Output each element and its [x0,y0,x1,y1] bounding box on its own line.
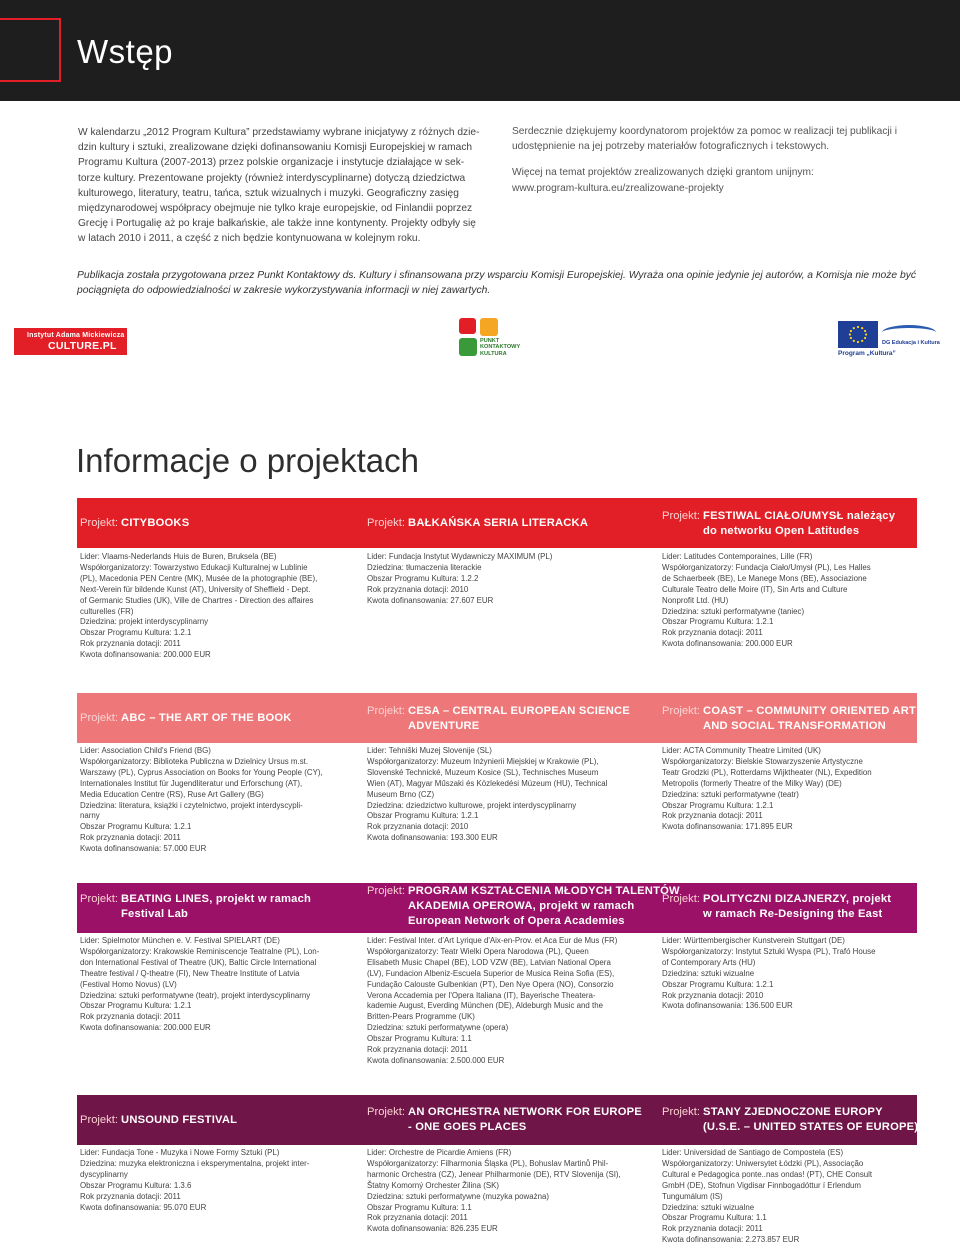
detail-line: Theatre festival / Q-theatre (FI), New Theatre Institute of Latvia [80,968,300,978]
detail-line: Teatr Grodzki (PL), Rotterdams Wijktheater (NL), Expedition [662,767,872,777]
pk-mark-green [459,338,477,356]
project-prefix: Projekt: [367,705,409,717]
detail-line: Dziedzina: sztuki performatywne (teatr), projekt interdyscyplinarny [80,990,311,1000]
intro-left-column [78,125,484,247]
detail-line: Lider: ACTA Community Theatre Limited (UK) [662,746,821,755]
detail-line: Współorganizatorzy: Bielskie Stowarzyszenie Artystyczne [662,756,863,766]
project-name-cont: AKADEMIA OPEROWA, projekt w ramach [408,900,635,912]
detail-line: Dziedzina: dziedzictwo kulturowe, projekt interdyscyplinarny [367,800,577,810]
detail-line: Obszar Programu Kultura: 1.1 [367,1202,472,1212]
project-name-cont: do networku Open Latitudes [703,525,860,537]
project-prefix: Projekt: [662,705,704,717]
detail-line: Kwota dofinansowania: 136.500 EUR [662,1001,793,1011]
detail-line: Dziedzina: sztuki performatywne (muzyka poważna) [367,1191,549,1201]
detail-line: de Schaerbeek (BE), Le Manege Mons (BE), Associazione [662,573,867,583]
project-name: CESA – CENTRAL EUROPEAN SCIENCE [408,705,630,717]
detail-line: Fundação Calouste Gulbenkian (PT), Den Nye Opera (NO), Consorzio [367,979,614,989]
project-name: POLITYCZNI DIZAJNERZY, projekt [703,893,892,905]
detail-line: Kwota dofinansowania: 200.000 EUR [80,650,211,660]
detail-line: (PL), Macedonia PEN Centre (MK), Musée de la photographie (BE), [80,573,318,583]
detail-line: Rok przyznania dotacji: 2011 [662,628,763,638]
detail-line: Rok przyznania dotacji: 2010 [662,990,764,1000]
pk-mark-red [459,318,476,334]
detail-line: Metropolis (formerly Theatre of the Milky Way) (DE) [662,778,842,788]
punkt-kontaktowy-logo [459,318,539,360]
detail-line: Rok przyznania dotacji: 2011 [80,1191,181,1201]
detail-line: Obszar Programu Kultura: 1.2.1 [80,822,192,832]
project-name-cont: Festival Lab [121,908,189,920]
detail-line: Kwota dofinansowania: 826.235 EUR [367,1224,498,1234]
pk-line: KONTAKTOWY [480,344,521,351]
detail-line: Rok przyznania dotacji: 2010 [367,584,469,594]
project-name: BAŁKAŃSKA SERIA LITERACKA [408,517,589,529]
detail-line: Slovenské Technické, Muzeum Kosice (SL), Technisches Museum [367,767,599,777]
detail-line: Rok przyznania dotacji: 2011 [367,1045,468,1055]
detail-line: Kwota dofinansowania: 27.607 EUR [367,595,494,605]
project-name: COAST – COMMUNITY ORIENTED ART [703,705,917,717]
detail-line: Lider: Fundacja Tone - Muzyka i Nowe Formy Sztuki (PL) [80,1148,280,1157]
detail-line: Lider: Festival Inter. d'Art Lyrique d'Aix-en-Prov. et Aca Eur de Mus (FR) [367,936,618,945]
program-kultura-label: Program „Kultura” [838,350,896,357]
detail-line: kademie August, Everding München (DE), Aldeburgh Music and the [367,1001,603,1011]
dg-logo-text: DG Edukacja i Kultura [882,340,940,346]
detail-line: Lider: Orchestre de Picardie Amiens (FR) [367,1148,512,1157]
instytut-adama-mickiewicza-logo [14,328,127,355]
detail-line: Tungumálum (IS) [662,1191,723,1201]
project-prefix: Projekt: [662,893,704,905]
detail-line: Dziedzina: projekt interdyscyplinarny [80,617,209,627]
detail-line: Dziedzina: literatura, książki i czytelnictwo, projekt interdyscypli- [80,800,303,810]
intro-line: Programu Kultura (2007-2013) przez polskie organizacje i instytucje działające w sek- [78,157,465,169]
detail-line: Nonprofit Ltd. (HU) [662,595,729,605]
detail-line: Obszar Programu Kultura: 1.2.1 [367,811,479,821]
detail-line: Elisabeth Music Chapel (BE), LOD VZW (BE), Latvian National Opera [367,957,611,967]
detail-line: Kwota dofinansowania: 171.895 EUR [662,822,793,832]
detail-line: Dziedzina: sztuki performatywne (taniec) [662,606,805,616]
intro-line: torze kultury. Prezentowane projekty (również interdyscyplinarne) dotyczą dziedzictwa [78,172,466,184]
detail-line: Dziedzina: muzyka elektroniczna i eksperymentalna, projekt inter- [80,1158,310,1168]
detail-line: Rok przyznania dotacji: 2011 [662,1224,763,1234]
detail-line: Lider: Tehniški Muzej Slovenije (SL) [367,746,492,755]
detail-line: Lider: Vlaams-Nederlands Huis de Buren, Bruksela (BE) [80,552,277,561]
project-details [80,1148,342,1213]
project-heading [80,1113,237,1128]
detail-line: Obszar Programu Kultura: 1.2.1 [80,1001,192,1011]
detail-line: Kwota dofinansowania: 2.273.857 EUR [662,1235,800,1245]
pk-mark-orange [480,318,498,336]
intro-line: W kalendarzu „2012 Program Kultura” przedstawiamy wybrane inicjatywy z różnych dzie- [78,127,480,138]
project-heading [80,892,311,922]
project-prefix: Projekt: [80,1114,122,1126]
detail-line: Cultural e Pedagogica ponte..nas ondas! (PT), CHE Consult [662,1169,873,1179]
project-name-cont: - ONE GOES PLACES [408,1121,527,1133]
detail-line: Britten-Pears Programme (UK) [367,1012,475,1022]
project-name: BEATING LINES, projekt w ramach [121,893,312,905]
detail-line: Obszar Programu Kultura: 1.1 [367,1034,472,1044]
pk-logo-text [480,338,540,357]
detail-line: Dziedzina: sztuki performatywne (opera) [367,1023,509,1033]
detail-line: Rok przyznania dotacji: 2011 [80,833,181,843]
culture-pl-wordmark: CULTURE.PL [48,340,117,352]
project-name: FESTIWAL CIAŁO/UMYSŁ należący [703,510,896,522]
detail-line: Lider: Fundacja Instytut Wydawniczy MAXIMUM (PL) [367,552,553,561]
project-details [80,936,342,1034]
detail-line: Obszar Programu Kultura: 1.2.1 [662,979,774,989]
detail-line: Obszar Programu Kultura: 1.2.2 [367,573,479,583]
project-prefix: Projekt: [367,517,409,529]
detail-line: Lider: Spielmotor München e. V. Festival SPIELART (DE) [80,936,280,945]
project-heading [367,704,630,734]
project-name-cont: w ramach Re-Designing the East [703,908,883,920]
detail-line: Współorganizatorzy: Uniwersytet Łódzki (PL), Associação [662,1158,864,1168]
detail-line: Rok przyznania dotacji: 2011 [662,811,763,821]
project-name: UNSOUND FESTIVAL [121,1114,238,1126]
project-details [662,936,924,1012]
intro-line: kulturowego, literatury, teatru, tańca, sztuk wizualnych i muzyki. Geograficzny zasięg [78,187,459,199]
more-info-text: Więcej na temat projektów zrealizowanych dzięki grantom unijnym: [512,167,814,179]
detail-line: of Contemporary Arts (HU) [662,957,756,967]
detail-line: Obszar Programu Kultura: 1.1 [662,1213,767,1223]
disclaimer: Publikacja została przygotowana przez Punkt Kontaktowy ds. Kultury i sfinansowana przy wsparciu Komisji Europejskiej. Wyraża ona opinie jedynie jej autorów, a Komisja nie może być pociągnięta do odpowiedzialności w zakresie wykorzystywania informacji w niej zawartych. [77,270,917,296]
project-heading [662,704,916,734]
detail-line: Lider: Universidad de Santiago de Compostela (ES) [662,1148,844,1157]
detail-line: Warszawy (PL), Cyprus Association on Books for Young People (CY), [80,767,323,777]
intro-right-column [512,124,922,207]
detail-line: Dziedzina: tłumaczenia literackie [367,562,482,572]
project-prefix: Projekt: [80,712,122,724]
project-heading [80,711,292,726]
detail-line: Kwota dofinansowania: 200.000 EUR [662,639,793,649]
detail-line: Štatny Komorný Orchester Žilina (SK) [367,1180,499,1190]
project-heading [662,892,891,922]
detail-line: Next-Verein für bildende Kunst (AT), University of Sheffield - Dept. [80,584,311,594]
project-name: AN ORCHESTRA NETWORK FOR EUROPE [408,1106,642,1118]
detail-line: Współorganizatorzy: Muzeum Inżynierii Miejskiej w Krakowie (PL), [367,756,599,766]
project-name: CITYBOOKS [121,517,190,529]
thanks-paragraph: Serdecznie dziękujemy koordynatorom projektów za pomoc w realizacji tej publikacji i udostępnienie na jej potrzeby materiałów fotograficznych i tekstowych. [512,126,898,153]
detail-line: culturelles (FR) [80,606,134,616]
detail-line: Museum Brno (CZ) [367,789,435,799]
intro-line: w latach 2010 i 2011, a część z nich będzie kontynuowana w kolejnym roku. [78,233,421,245]
detail-line: Lider: Association Child's Friend (BG) [80,746,211,755]
page-title: Wstęp [77,33,174,70]
project-details [367,1148,629,1235]
project-details [367,552,629,607]
detail-line: Współorganizatorzy: Fundacja Ciało/Umysł (PL), Les Halles [662,562,871,572]
project-heading [367,884,680,929]
detail-line: Kwota dofinansowania: 57.000 EUR [80,844,207,854]
detail-line: Dziedzina: sztuki wizualne [662,968,755,978]
detail-line: Współorganizatorzy: Biblioteka Publiczna w Dzielnicy Ursus m.st. [80,756,309,766]
detail-line: dyscyplinarny [80,1169,128,1179]
project-details [80,746,342,855]
detail-line: GmbH (DE), Stofnun Vigdisar Finnbogadóttur í Erlendum [662,1180,861,1190]
detail-line: Culturale Teatro delle Moire (IT), Sin Arts and Culture [662,584,848,594]
project-name-cont: ADVENTURE [408,720,480,732]
detail-line: Obszar Programu Kultura: 1.2.1 [662,800,774,810]
detail-line: Lider: Württembergischer Kunstverein Stuttgart (DE) [662,936,845,945]
project-heading [662,509,895,539]
project-details [662,746,924,833]
project-heading [662,1105,918,1135]
project-prefix: Projekt: [80,517,122,529]
project-prefix: Projekt: [662,510,704,522]
project-details [80,552,342,661]
project-name-cont: European Network of Opera Academies [408,915,625,927]
pk-line: KULTURA [480,350,507,357]
pk-line: PUNKT [480,338,500,344]
project-heading [367,516,588,531]
detail-line: harmonic Orchestra (CZ), Jenear Philharmonie (DE), RTV Slovenija (SI), [367,1169,621,1179]
detail-line: Współorganizatorzy: Krakowskie Reminiscencje Teatralne (PL), Lon- [80,946,320,956]
detail-line: Internationales Institut für Jugendliteratur und Erforschung (AT), [80,778,303,788]
more-info-link[interactable]: www.program-kultura.eu/zrealizowane-projekty [512,182,724,194]
project-details [662,1148,924,1246]
detail-line: Rok przyznania dotacji: 2010 [367,822,469,832]
detail-line: Współorganizatorzy: Teatr Wielki Opera Narodowa (PL), Queen [367,946,589,956]
detail-line: Współorganizatorzy: Instytut Sztuki Wyspa (PL), Trafó House [662,946,876,956]
detail-line: Współorganizatorzy: Filharmonia Śląska (PL), Bohuslav Martinů Phil- [367,1158,609,1168]
detail-line: narny [80,811,100,821]
detail-line: don International Festival of Theatre (UK), Baltic Circle International [80,957,317,967]
intro-line: dzin kultury i sztuki, zrealizowane dzięki dofinansowaniu Komisji Europejskiej w ramach [78,142,473,154]
detail-line: (Festival Homo Novus) (LV) [80,979,177,989]
detail-line: Rok przyznania dotacji: 2011 [80,1012,181,1022]
project-prefix: Projekt: [80,893,122,905]
detail-line: Lider: Latitudes Contemporaines, Lille (FR) [662,552,813,561]
detail-line: Współorganizatorzy: Towarzystwo Edukacji Kulturalnej w Lublinie [80,562,308,572]
detail-line: Obszar Programu Kultura: 1.2.1 [80,628,192,638]
detail-line: Wien (AT), Magyar Műszaki és Közlekedési Múzeum (HU), Technical [367,778,608,788]
project-name-cont: (U.S.E. – UNITED STATES OF EUROPE) [703,1121,919,1133]
project-details [662,552,924,650]
detail-line: Obszar Programu Kultura: 1.2.1 [662,617,774,627]
swoosh-icon [882,325,936,340]
detail-line: Kwota dofinansowania: 193.300 EUR [367,833,498,843]
dg-education-culture-logo [880,321,938,348]
detail-line: Obszar Programu Kultura: 1.3.6 [80,1180,192,1190]
project-prefix: Projekt: [367,1106,409,1118]
detail-line: Dziedzina: sztuki wizualne [662,1202,755,1212]
project-name-cont: AND SOCIAL TRANSFORMATION [703,720,886,732]
project-details [367,746,629,844]
intro-line: Grecję i Portugalię aż po kraje bałkańskie, ale także inne kontynenty. Projekty odbyły się [78,218,476,230]
detail-line: Kwota dofinansowania: 95.070 EUR [80,1202,207,1212]
project-prefix: Projekt: [662,1106,704,1118]
header-accent-square [0,18,61,82]
project-details [367,936,629,1067]
detail-line: Rok przyznania dotacji: 2011 [80,639,181,649]
detail-line: of Germanic Studies (UK), Ville de Chartres - Direction des affaires [80,595,314,605]
project-heading [367,1105,642,1135]
detail-line: Kwota dofinansowania: 2.500.000 EUR [367,1055,505,1065]
project-name: STANY ZJEDNOCZONE EUROPY [703,1106,883,1118]
detail-line: Media Education Centre (RS), Ruse Art Gallery (BG) [80,789,264,799]
project-prefix: Projekt: [367,885,409,897]
detail-line: (LV), Fundacion Albeniz-Escuela Superior de Musica Reina Sofia (ES), [367,968,615,978]
eu-flag-icon [838,321,878,348]
intro-line: międzynarodowej współpracy obejmuje nie tylko kraje europejskie, od Finlandii poprzez [78,203,473,215]
detail-line: Verona Accademia per l'Opera Italiana (IT), Bayerische Theatera- [367,990,596,1000]
detail-line: Dziedzina: sztuki performatywne (teatr) [662,789,799,799]
detail-line: Rok przyznania dotacji: 2011 [367,1213,468,1223]
project-name: ABC – THE ART OF THE BOOK [121,712,292,724]
project-heading [80,516,189,531]
page-header [0,0,960,101]
detail-line: Kwota dofinansowania: 200.000 EUR [80,1023,211,1033]
iam-logo-name: Instytut Adama Mickiewicza [27,332,125,339]
project-name: PROGRAM KSZTAŁCENIA MŁODYCH TALENTÓW [408,885,680,897]
section-title: Informacje o projektach [76,442,420,479]
